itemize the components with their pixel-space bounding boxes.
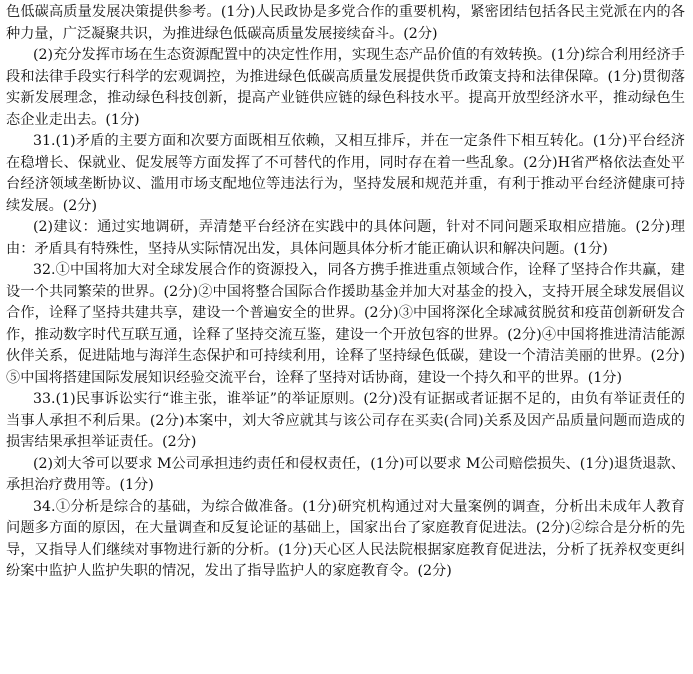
paragraph-34: 34.①分析是综合的基础，为综合做准备。(1分)研究机构通过对大量案例的调查，分析出未成年人教育问题多方面的原因，在大量调查和反复论证的基础上，国家出台了家庭教育促进法。(2分)②综合是分析的先导，又指导人们继续对事物进行新的分析。(1分)天心区人民法院根据家庭教育促进法，分析了抚养权变更纠纷案中监护人监护失职的情况，发出了指导监护人的家庭教育令。(2分) xyxy=(6,498,685,579)
paragraph-33-1: 33.(1)民事诉讼实行“谁主张，谁举证”的举证原则。(2分)没有证据或者证据不足的，由负有举证责任的当事人承担不利后果。(2分)本案中，刘大爷应就其与该公司存在买卖(合同)关系及因产品质量问题而造成的损害结果承担举证责任。(2分) xyxy=(6,391,685,450)
paragraph-33-2: (2)刘大爷可以要求 M公司承担违约责任和侵权责任，(1分)可以要求 M公司赔偿损失、(1分)退货退款、承担治疗费用等。(1分) xyxy=(6,455,685,493)
paragraph-31-1: 31.(1)矛盾的主要方面和次要方面既相互依赖，又相互排斥，并在一定条件下相互转化。(1分)平台经济在稳增长、保就业、促发展等方面发挥了不可替代的作用，同时存在着一些乱象。(2分)H省严格依法查处平台经济领域垄断协议、滥用市场支配地位等违法行为，坚持发展和规范并重，有利于推动平台经济健康可持续发展。(2分) xyxy=(6,133,685,214)
paragraph-32: 32.①中国将加大对全球发展合作的资源投入，同各方携手推进重点领域合作，诠释了坚持合作共赢，建设一个共同繁荣的世界。(2分)②中国将整合国际合作援助基金并加大对基金的投入，支持开展全球发展倡议合作，诠释了坚持共建共享，建设一个普遍安全的世界。(2分)③中国将深化全球减贫脱贫和疫苗创新研发合作，推动数字时代互联互通，诠释了坚持交流互鉴，建设一个开放包容的世界。(2分)④中国将推进清洁能源伙伴关系，促进陆地与海洋生态保护和可持续利用，诠释了坚持绿色低碳，建设一个清洁美丽的世界。(2分)⑤中国将搭建国际发展知识经验交流平台，诠释了坚持对话协商，建设一个持久和平的世界。(1分) xyxy=(6,262,685,386)
paragraph-31-2: (2)建议：通过实地调研，弄清楚平台经济在实践中的具体问题，针对不同问题采取相应措施。(2分)理由：矛盾具有特殊性，坚持从实际情况出发，具体问题具体分析才能正确认识和解决问题。(1分) xyxy=(6,219,685,257)
paragraph-30-2: (2)充分发挥市场在生态资源配置中的决定性作用，实现生态产品价值的有效转换。(1分)综合利用经济手段和法律手段实行科学的宏观调控，为推进绿色低碳高质量发展提供货币政策支持和法律保障。(1分)贯彻落实新发展理念，推动绿色科技创新，提高产业链供应链的绿色科技水平。提高开放型经济水平，推动绿色生态企业走出去。(1分) xyxy=(6,47,685,128)
paragraph-30-continued: 色低碳高质量发展决策提供参考。(1分)人民政协是多党合作的重要机构，紧密团结包括各民主党派在内的各种力量，广泛凝聚共识，为推进绿色低碳高质量发展接续奋斗。(2分) xyxy=(6,4,685,42)
